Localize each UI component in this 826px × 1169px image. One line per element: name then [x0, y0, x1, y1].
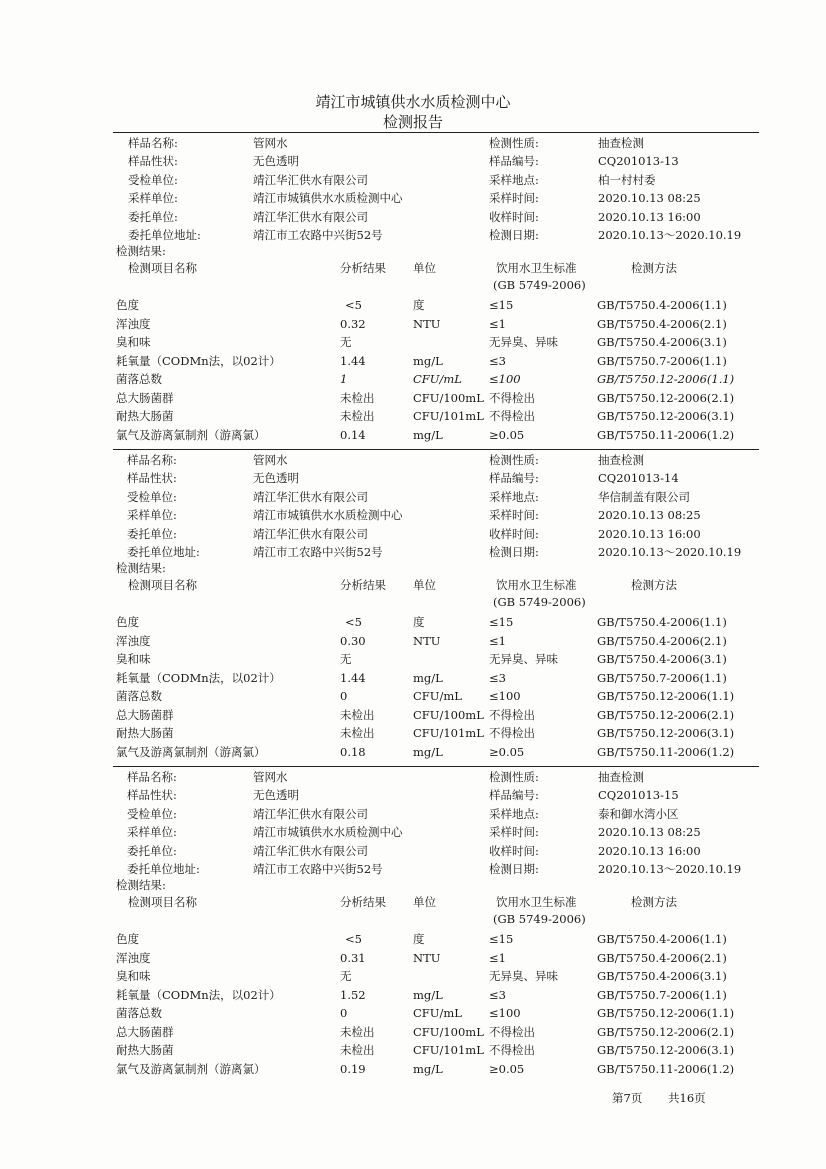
result-item: 色度	[116, 615, 139, 629]
result-value: 0.31	[340, 950, 366, 965]
result-method: GB/T5750.11-2006(1.2)	[597, 427, 735, 442]
result-method: GB/T5750.12-2006(2.1)	[597, 390, 735, 405]
result-item: 耐热大肠菌	[116, 409, 174, 423]
result-unit: 度	[413, 298, 425, 312]
result-method: GB/T5750.12-2006(2.1)	[597, 1024, 735, 1039]
result-standard: 无异臭、异味	[489, 335, 558, 349]
result-standard: ≤15	[489, 298, 514, 312]
col-header-method: 检测方法	[631, 895, 677, 909]
result-value: <5	[345, 615, 362, 629]
result-method: GB/T5750.12-2006(1.1)	[597, 1006, 735, 1020]
value-sample-no: CQ201013-13	[598, 154, 679, 169]
result-value: 0.18	[340, 744, 366, 759]
col-header-result: 分析结果	[340, 261, 386, 275]
result-method: GB/T5750.4-2006(3.1)	[597, 652, 727, 666]
result-method: GB/T5750.12-2006(1.1)	[597, 372, 735, 386]
result-unit: CFU/101mL	[413, 409, 484, 423]
result-standard: 不得检出	[489, 1043, 535, 1057]
result-item: 总大肠菌群	[116, 707, 174, 722]
result-standard: ≤15	[489, 932, 514, 946]
results-header: 检测结果:	[116, 244, 166, 258]
label-sample-no: 样品编号:	[489, 788, 539, 803]
result-unit: NTU	[413, 633, 441, 648]
value-client-address: 靖江市工农路中兴街52号	[253, 545, 383, 559]
result-value: 无	[340, 335, 352, 349]
result-standard: ≤3	[489, 353, 506, 368]
col-header-standard-sub: (GB 5749-2006)	[493, 278, 586, 292]
label-sampling-time: 采样时间:	[489, 191, 539, 206]
result-method: GB/T5750.4-2006(1.1)	[597, 932, 727, 946]
result-value: 0.19	[340, 1061, 366, 1076]
value-inspected-unit: 靖江华汇供水有限公司	[253, 172, 368, 187]
value-sampling-time: 2020.10.13 08:25	[598, 191, 701, 206]
value-test-nature: 抽查检测	[598, 453, 644, 467]
label-sample-nature: 样品性状:	[128, 154, 178, 169]
results-header: 检测结果:	[116, 878, 166, 892]
value-receive-time: 2020.10.13 16:00	[598, 843, 701, 858]
result-unit: CFU/100mL	[413, 390, 484, 405]
label-sampling-site: 采样地点:	[489, 172, 539, 187]
result-item: 臭和味	[116, 335, 151, 349]
result-value: 无	[340, 652, 352, 666]
result-standard: ≤1	[489, 950, 506, 965]
result-unit: mg/L	[413, 353, 443, 368]
label-sampling-time: 采样时间:	[489, 508, 539, 523]
result-unit: CFU/mL	[413, 689, 462, 703]
result-item: 氯气及游离氯制剂（游离氯）	[116, 1061, 266, 1076]
col-header-result: 分析结果	[340, 578, 386, 592]
result-value: 未检出	[340, 1024, 375, 1039]
result-standard: ≤100	[489, 372, 521, 386]
col-header-method: 检测方法	[631, 261, 677, 275]
col-header-item: 检测项目名称	[128, 261, 197, 275]
result-unit: 度	[413, 615, 425, 629]
result-unit: NTU	[413, 316, 441, 331]
page-number: 第7页	[612, 1091, 643, 1105]
result-unit: NTU	[413, 950, 441, 965]
label-client-unit: 委托单位:	[127, 526, 177, 541]
result-value: 1	[340, 372, 348, 386]
result-standard: 无异臭、异味	[489, 969, 558, 983]
result-value: 1.52	[340, 987, 366, 1002]
label-receive-time: 收样时间:	[489, 526, 539, 541]
result-item: 臭和味	[116, 652, 151, 666]
result-unit: mg/L	[413, 670, 443, 685]
label-test-nature: 检测性质:	[489, 453, 539, 467]
results-header: 检测结果:	[116, 561, 166, 575]
result-value: 无	[340, 969, 352, 983]
col-header-item: 检测项目名称	[128, 578, 197, 592]
value-sampling-unit: 靖江市城镇供水水质检测中心	[253, 825, 403, 840]
result-method: GB/T5750.11-2006(1.2)	[597, 1061, 735, 1076]
label-client-address: 委托单位地址:	[127, 862, 200, 876]
result-item: 色度	[116, 298, 139, 312]
result-item: 耐热大肠菌	[116, 1043, 174, 1057]
result-unit: CFU/101mL	[413, 1043, 484, 1057]
result-method: GB/T5750.12-2006(1.1)	[597, 689, 735, 703]
label-inspected-unit: 受检单位:	[127, 806, 177, 821]
result-item: 菌落总数	[116, 1006, 162, 1020]
result-value: 未检出	[340, 726, 375, 740]
value-client-unit: 靖江华汇供水有限公司	[253, 843, 368, 858]
value-sample-name: 管网水	[253, 136, 288, 150]
result-standard: 不得检出	[489, 1024, 535, 1039]
result-method: GB/T5750.4-2006(2.1)	[597, 633, 727, 648]
value-sampling-time: 2020.10.13 08:25	[598, 825, 701, 840]
result-standard: ≤3	[489, 987, 506, 1002]
result-item: 总大肠菌群	[116, 1024, 174, 1039]
result-standard: ≤15	[489, 615, 514, 629]
section-divider	[113, 766, 759, 767]
result-item: 耗氧量（CODMn法，以02计）	[116, 353, 281, 368]
result-value: 0.14	[340, 427, 366, 442]
section-divider	[113, 449, 759, 450]
value-test-date: 2020.10.13～2020.10.19	[598, 228, 742, 242]
label-sample-name: 样品名称:	[127, 453, 177, 467]
value-client-unit: 靖江华汇供水有限公司	[253, 526, 368, 541]
result-method: GB/T5750.4-2006(2.1)	[597, 950, 727, 965]
col-header-unit: 单位	[413, 895, 436, 909]
result-standard: ≥0.05	[489, 427, 525, 442]
result-unit: mg/L	[413, 744, 443, 759]
value-sample-name: 管网水	[253, 453, 288, 467]
result-item: 总大肠菌群	[116, 390, 174, 405]
result-standard: 不得检出	[489, 707, 535, 722]
result-unit: 度	[413, 932, 425, 946]
result-unit: CFU/101mL	[413, 726, 484, 740]
result-standard: ≤1	[489, 633, 506, 648]
result-method: GB/T5750.7-2006(1.1)	[597, 353, 727, 368]
value-sampling-site: 柏一村村委	[598, 172, 656, 187]
value-test-nature: 抽查检测	[598, 136, 644, 150]
result-method: GB/T5750.4-2006(1.1)	[597, 298, 727, 312]
label-test-nature: 检测性质:	[489, 770, 539, 784]
value-sample-nature: 无色透明	[253, 154, 299, 169]
result-standard: ≤100	[489, 1006, 521, 1020]
label-receive-time: 收样时间:	[489, 209, 539, 224]
result-standard: ≥0.05	[489, 1061, 525, 1076]
result-value: 0	[340, 689, 348, 703]
result-standard: 不得检出	[489, 726, 535, 740]
label-sampling-site: 采样地点:	[489, 806, 539, 821]
label-sampling-time: 采样时间:	[489, 825, 539, 840]
value-sample-nature: 无色透明	[253, 471, 299, 486]
label-client-unit: 委托单位:	[127, 843, 177, 858]
value-test-date: 2020.10.13～2020.10.19	[598, 545, 742, 559]
col-header-unit: 单位	[413, 578, 436, 592]
label-client-address: 委托单位地址:	[127, 545, 200, 559]
result-value: 未检出	[340, 707, 375, 722]
label-sample-name: 样品名称:	[128, 136, 178, 150]
result-item: 浑浊度	[116, 316, 151, 331]
result-standard: ≤100	[489, 689, 521, 703]
value-sampling-site: 泰和御水湾小区	[598, 806, 679, 821]
label-test-date: 检测日期:	[489, 228, 539, 242]
label-sample-no: 样品编号:	[489, 154, 539, 169]
col-header-standard: 饮用水卫生标准	[496, 895, 577, 909]
result-unit: CFU/mL	[413, 372, 462, 386]
org-title: 靖江市城镇供水水质检测中心	[315, 93, 511, 111]
result-item: 耗氧量（CODMn法，以02计）	[116, 670, 281, 685]
result-standard: 不得检出	[489, 409, 535, 423]
label-sample-name: 样品名称:	[127, 770, 177, 784]
result-method: GB/T5750.4-2006(3.1)	[597, 969, 727, 983]
result-method: GB/T5750.4-2006(1.1)	[597, 615, 727, 629]
result-value: <5	[345, 298, 362, 312]
result-method: GB/T5750.12-2006(3.1)	[597, 1043, 735, 1057]
result-standard: ≥0.05	[489, 744, 525, 759]
value-client-address: 靖江市工农路中兴街52号	[253, 862, 383, 876]
result-item: 浑浊度	[116, 633, 151, 648]
value-sample-no: CQ201013-14	[598, 471, 679, 486]
result-item: 色度	[116, 932, 139, 946]
result-standard: 无异臭、异味	[489, 652, 558, 666]
result-item: 臭和味	[116, 969, 151, 983]
value-test-date: 2020.10.13～2020.10.19	[598, 862, 742, 876]
label-test-date: 检测日期:	[489, 862, 539, 876]
label-inspected-unit: 受检单位:	[128, 172, 178, 187]
col-header-standard: 饮用水卫生标准	[496, 261, 577, 275]
result-item: 菌落总数	[116, 372, 162, 386]
label-receive-time: 收样时间:	[489, 843, 539, 858]
value-sample-no: CQ201013-15	[598, 788, 679, 803]
label-sampling-unit: 采样单位:	[127, 825, 177, 840]
value-test-nature: 抽查检测	[598, 770, 644, 784]
value-sampling-unit: 靖江市城镇供水水质检测中心	[253, 191, 403, 206]
page-total: 共16页	[668, 1091, 706, 1105]
section-divider	[113, 132, 759, 133]
result-method: GB/T5750.11-2006(1.2)	[597, 744, 735, 759]
result-value: 未检出	[340, 409, 375, 423]
result-standard: 不得检出	[489, 390, 535, 405]
label-inspected-unit: 受检单位:	[127, 489, 177, 504]
doc-title: 检测报告	[382, 113, 443, 131]
result-unit: mg/L	[413, 1061, 443, 1076]
result-unit: CFU/mL	[413, 1006, 462, 1020]
col-header-standard-sub: (GB 5749-2006)	[493, 595, 586, 609]
result-item: 菌落总数	[116, 689, 162, 703]
value-inspected-unit: 靖江华汇供水有限公司	[253, 806, 368, 821]
label-sampling-unit: 采样单位:	[127, 508, 177, 523]
result-item: 耗氧量（CODMn法，以02计）	[116, 987, 281, 1002]
result-value: <5	[345, 932, 362, 946]
value-receive-time: 2020.10.13 16:00	[598, 209, 701, 224]
result-standard: ≤3	[489, 670, 506, 685]
label-sample-no: 样品编号:	[489, 471, 539, 486]
value-client-address: 靖江市工农路中兴街52号	[253, 228, 383, 242]
value-sample-name: 管网水	[253, 770, 288, 784]
label-sample-nature: 样品性状:	[127, 788, 177, 803]
value-sampling-site: 华信制盖有限公司	[598, 489, 690, 504]
label-client-unit: 委托单位:	[128, 209, 178, 224]
value-receive-time: 2020.10.13 16:00	[598, 526, 701, 541]
value-client-unit: 靖江华汇供水有限公司	[253, 209, 368, 224]
result-value: 0.32	[340, 316, 366, 331]
value-inspected-unit: 靖江华汇供水有限公司	[253, 489, 368, 504]
label-sampling-site: 采样地点:	[489, 489, 539, 504]
label-test-date: 检测日期:	[489, 545, 539, 559]
result-item: 耐热大肠菌	[116, 726, 174, 740]
result-value: 0.30	[340, 633, 366, 648]
label-sampling-unit: 采样单位:	[128, 191, 178, 206]
result-value: 未检出	[340, 390, 375, 405]
result-standard: ≤1	[489, 316, 506, 331]
result-method: GB/T5750.12-2006(3.1)	[597, 409, 735, 423]
result-unit: mg/L	[413, 987, 443, 1002]
result-unit: CFU/100mL	[413, 707, 484, 722]
col-header-item: 检测项目名称	[128, 895, 197, 909]
result-item: 氯气及游离氯制剂（游离氯）	[116, 744, 266, 759]
col-header-method: 检测方法	[631, 578, 677, 592]
result-method: GB/T5750.4-2006(2.1)	[597, 316, 727, 331]
value-sampling-time: 2020.10.13 08:25	[598, 508, 701, 523]
value-sample-nature: 无色透明	[253, 788, 299, 803]
result-method: GB/T5750.12-2006(2.1)	[597, 707, 735, 722]
result-method: GB/T5750.4-2006(3.1)	[597, 335, 727, 349]
result-value: 1.44	[340, 353, 366, 368]
result-method: GB/T5750.7-2006(1.1)	[597, 987, 727, 1002]
result-item: 氯气及游离氯制剂（游离氯）	[116, 427, 266, 442]
label-test-nature: 检测性质:	[489, 136, 539, 150]
result-value: 未检出	[340, 1043, 375, 1057]
value-sampling-unit: 靖江市城镇供水水质检测中心	[253, 508, 403, 523]
result-method: GB/T5750.12-2006(3.1)	[597, 726, 735, 740]
result-item: 浑浊度	[116, 950, 151, 965]
label-sample-nature: 样品性状:	[127, 471, 177, 486]
col-header-unit: 单位	[413, 261, 436, 275]
result-value: 0	[340, 1006, 348, 1020]
result-unit: CFU/100mL	[413, 1024, 484, 1039]
col-header-result: 分析结果	[340, 895, 386, 909]
col-header-standard: 饮用水卫生标准	[496, 578, 577, 592]
col-header-standard-sub: (GB 5749-2006)	[493, 912, 586, 926]
result-unit: mg/L	[413, 427, 443, 442]
result-method: GB/T5750.7-2006(1.1)	[597, 670, 727, 685]
label-client-address: 委托单位地址:	[128, 228, 201, 242]
result-value: 1.44	[340, 670, 366, 685]
